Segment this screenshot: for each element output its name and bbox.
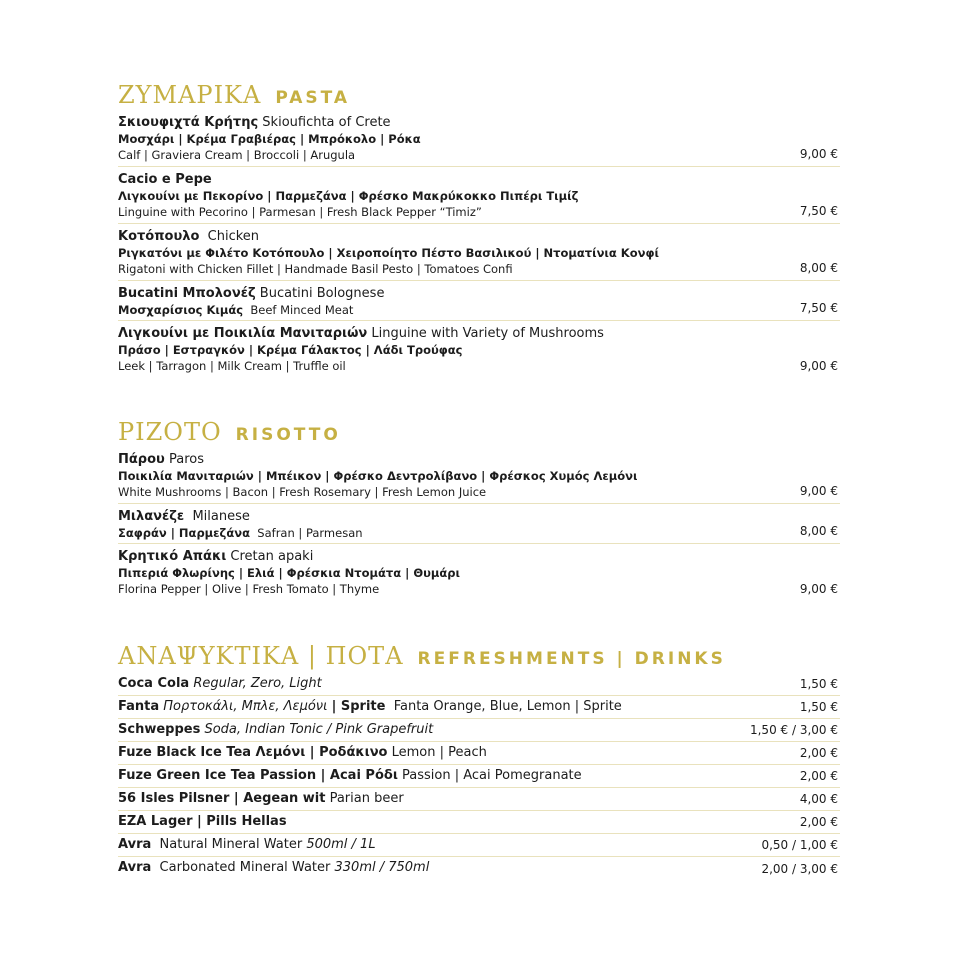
drink-name: Fanta — [118, 699, 160, 714]
drinks-section — [118, 641, 840, 880]
drink-row — [118, 788, 840, 811]
menu-item — [118, 447, 840, 504]
item-desc-en: Leek | Tarragon | Milk Cream | Truffle oil — [118, 359, 346, 373]
drink-name: Avra — [118, 860, 152, 875]
item-name-gr: Λιγκουίνι με Ποικιλία Μανιταριών — [118, 326, 368, 341]
menu-item — [118, 504, 840, 544]
item-name-gr: Σκιουφιχτά Κρήτης — [118, 115, 259, 130]
item-name-gr: Πάρου — [118, 452, 165, 467]
item-desc-gr: Ριγκατόνι με Φιλέτο Κοτόπουλο | Χειροποίητο Πέστο Βασιλικού | Ντοματίνια Κονφί — [118, 246, 659, 260]
menu-item — [118, 110, 840, 167]
drink-row — [118, 765, 840, 788]
drink-row — [118, 696, 840, 719]
item-desc-en: Safran | Parmesan — [257, 526, 363, 540]
drink-name: Coca Cola — [118, 676, 190, 691]
item-price: 7,50 € — [799, 204, 838, 218]
item-desc-en: Beef Minced Meat — [250, 303, 354, 317]
drink-detail: Πορτοκάλι, Μπλε, Λεμόνι — [163, 699, 328, 714]
item-desc-en: Rigatoni with Chicken Fillet | Handmade Basil Pesto | Tomatoes Confi — [118, 262, 513, 276]
risotto-title-en: RISOTTO — [235, 425, 341, 445]
drink-price: 2,00 € — [799, 815, 838, 829]
drink-detail: Parian beer — [329, 791, 404, 806]
item-desc-gr: Σαφράν | Παρμεζάνα — [118, 526, 250, 540]
item-price: 9,00 € — [799, 359, 838, 373]
item-desc-en: Calf | Graviera Cream | Broccoli | Arugula — [118, 148, 356, 162]
drink-name: Avra — [118, 837, 152, 852]
item-name-en: Milanese — [192, 509, 250, 524]
item-name-en: Cretan apaki — [230, 549, 314, 564]
pasta-title-gr: ΖΥΜΑΡΙΚΑ — [118, 81, 262, 109]
drink-name: Fuze Black Ice Tea Λεμόνι | Ροδάκινο — [118, 745, 388, 760]
item-price: 9,00 € — [799, 147, 838, 161]
drink-row — [118, 857, 840, 880]
drink-price: 0,50 / 1,00 € — [761, 838, 838, 852]
risotto-heading — [118, 417, 840, 447]
drink-detail: Passion | Acai Pomegranate — [402, 768, 582, 783]
drink-detail: Lemon | Peach — [391, 745, 487, 760]
pasta-title-en: PASTA — [275, 88, 351, 108]
drink-row — [118, 673, 840, 696]
drink-price: 2,00 € — [799, 769, 838, 783]
pasta-heading — [118, 80, 840, 110]
drink-name-2: | Sprite — [331, 699, 386, 714]
item-price: 7,50 € — [799, 301, 838, 315]
drink-price: 1,50 € — [799, 700, 838, 714]
menu-item — [118, 544, 840, 601]
item-name-gr: Bucatini Μπολονέζ — [118, 286, 256, 301]
menu-item — [118, 167, 840, 224]
risotto-section — [118, 417, 840, 601]
drink-row — [118, 719, 840, 742]
item-price: 8,00 € — [799, 261, 838, 275]
item-desc-gr: Πιπεριά Φλωρίνης | Ελιά | Φρέσκια Ντομάτα | Θυμάρι — [118, 566, 460, 580]
drink-size: 500ml / 1L — [306, 837, 376, 852]
drink-detail-2: Fanta Orange, Blue, Lemon | Sprite — [393, 699, 622, 714]
item-desc-en: Linguine with Pecorino | Parmesan | Fresh Black Pepper “Timiz” — [118, 205, 482, 219]
item-name-gr: Cacio e Pepe — [118, 172, 212, 187]
item-name-gr: Μιλανέζε — [118, 509, 185, 524]
drink-detail: Carbonated Mineral Water — [159, 860, 331, 875]
drink-detail: Regular, Zero, Light — [193, 676, 322, 691]
item-desc-en: White Mushrooms | Bacon | Fresh Rosemary | Fresh Lemon Juice — [118, 485, 487, 499]
item-desc-gr: Πράσο | Εστραγκόν | Κρέμα Γάλακτος | Λάδι Τρούφας — [118, 343, 463, 357]
drink-detail: Soda, Indian Tonic / Pink Grapefruit — [204, 722, 434, 737]
drink-price: 1,50 € / 3,00 € — [749, 723, 838, 737]
pasta-section — [118, 80, 840, 378]
drinks-heading — [118, 641, 840, 671]
drink-price: 2,00 / 3,00 € — [761, 862, 838, 876]
item-desc-gr: Μοσχάρι | Κρέμα Γραβιέρας | Μπρόκολο | Ρόκα — [118, 132, 421, 146]
item-name-en: Paros — [168, 452, 204, 467]
menu-item — [118, 321, 840, 378]
item-name-en: Linguine with Variety of Mushrooms — [371, 326, 604, 341]
item-name-en: Bucatini Bolognese — [259, 286, 385, 301]
item-price: 8,00 € — [799, 524, 838, 538]
drink-name: Schweppes — [118, 722, 201, 737]
item-price: 9,00 € — [799, 484, 838, 498]
drink-name: 56 Isles Pilsner | Aegean wit — [118, 791, 326, 806]
drink-size: 330ml / 750ml — [334, 860, 430, 875]
drink-detail: Natural Mineral Water — [159, 837, 303, 852]
item-name-gr: Κοτόπουλο — [118, 229, 200, 244]
item-price: 9,00 € — [799, 582, 838, 596]
drink-price: 1,50 € — [799, 677, 838, 691]
drink-price: 2,00 € — [799, 746, 838, 760]
drinks-title-gr: ΑΝΑΨΥΚΤΙΚΑ | ΠΟΤΑ — [118, 642, 404, 670]
item-desc-gr: Λιγκουίνι με Πεκορίνο | Παρμεζάνα | Φρέσκο Μακρύκοκκο Πιπέρι Τιμίζ — [118, 189, 579, 203]
drink-row — [118, 834, 840, 857]
item-name-gr: Κρητικό Απάκι — [118, 549, 227, 564]
item-desc-gr: Ποικιλία Μανιταριών | Μπέικον | Φρέσκο Δεντρολίβανο | Φρέσκος Χυμός Λεμόνι — [118, 469, 638, 483]
drink-row — [118, 742, 840, 765]
risotto-title-gr: ΡΙΖΟΤΟ — [118, 418, 222, 446]
menu-item — [118, 224, 840, 281]
drink-row — [118, 811, 840, 834]
drink-name: EZA Lager | Pills Hellas — [118, 814, 287, 829]
item-name-en: Chicken — [207, 229, 260, 244]
item-desc-en: Florina Pepper | Olive | Fresh Tomato | Thyme — [118, 582, 380, 596]
drink-price: 4,00 € — [799, 792, 838, 806]
menu-item — [118, 281, 840, 321]
item-name-en: Skioufichta of Crete — [262, 115, 391, 130]
drinks-title-en: REFRESHMENTS | DRINKS — [417, 649, 726, 669]
drink-name: Fuze Green Ice Tea Passion | Acai Ρόδι — [118, 768, 398, 783]
item-desc-gr: Μοσχαρίσιος Κιμάς — [118, 303, 244, 317]
